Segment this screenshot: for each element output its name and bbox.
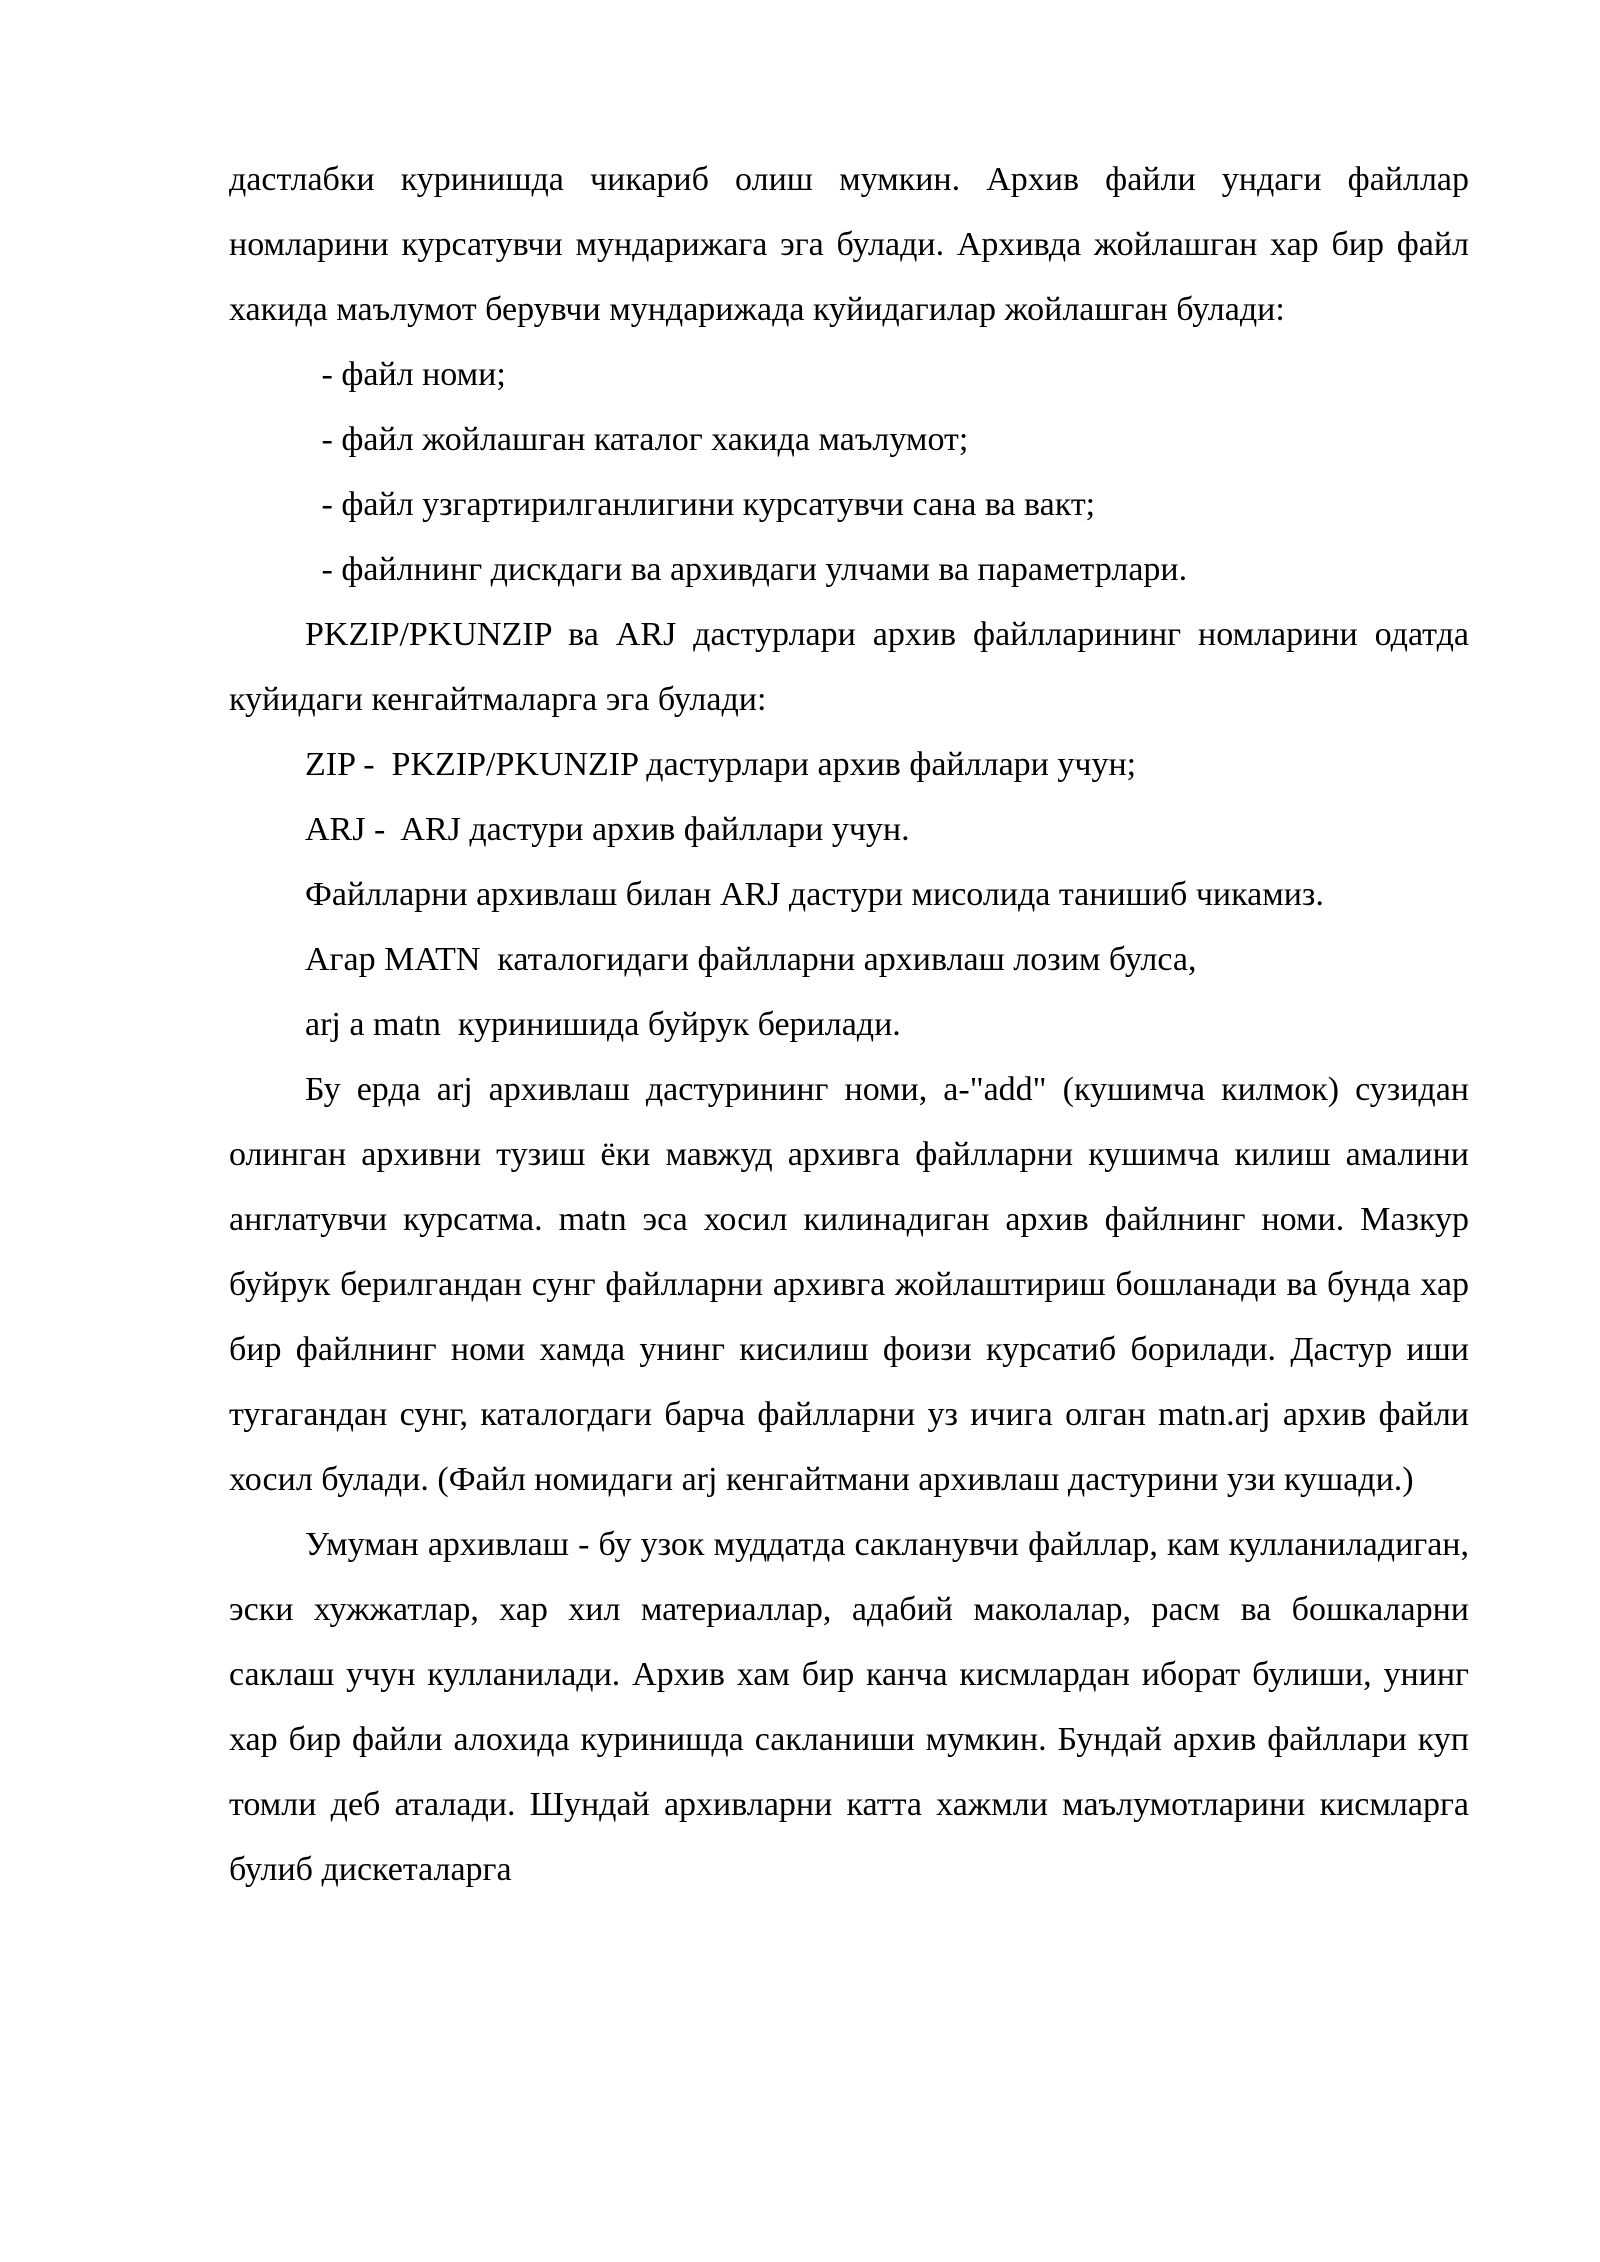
- paragraph-command-explanation: Бу ерда arj архивлаш дастурининг номи, a-"add" (кушимча килмок) сузидан олинган архивни тузиш ёки мавжуд архивга файлларни кушимча килиш амалини англатувчи курсатма. matn эса хосил килинадиган архив файлнинг номи. Мазкур буйрук берилгандан сунг файлларни архивга жойлаштириш бошланади ва бунда хар бир файлнинг номи хамда унинг кисилиш фоизи курсатиб борилади. Дастур иши тугагандан сунг, каталогдаги барча файлларни уз ичига олган matn.arj архив файли хосил булади. (Файл номидаги arj кенгайтмани архивлаш дастурини узи кушади.): [229, 1071, 1469, 1498]
- paragraph-archive-contents: дастлабки куринишда чикариб олиш мумкин. Архив файли ундаги файллар номларини курсатувчи мундарижага эга булади. Архивда жойлашган хар бир файл хакида маълумот берувчи мундарижада куйидагилар жойлашган булади:: [229, 161, 1469, 328]
- list-item-file-name: - файл номи;: [313, 356, 506, 393]
- list-item-file-date-time: - файл узгартирилганлигини курсатувчи сана ва вакт;: [313, 486, 1096, 523]
- paragraph-extensions: PKZIP/PKUNZIP ва ARJ дастурлари архив файлларининг номларини одатда куйидаги кенгайтмаларга эга булади:: [229, 616, 1469, 718]
- list-item-file-catalog: - файл жойлашган каталог хакида маълумот;: [313, 421, 969, 458]
- document-page: [229, 147, 1469, 1902]
- line-arj-command: arj a matn куринишида буйрук берилади.: [305, 1006, 901, 1043]
- paragraph-archiving-general: Умуман архивлаш - бу узок муддатда сакланувчи файллар, кам кулланиладиган, эски хужжатлар, хар хил материаллар, адабий маколалар, расм ва бошкаларни саклаш учун кулланилади. Архив хам бир канча кисмлардан иборат булиши, унинг хар бир файли алохида куринишда сакланиши мумкин. Бундай архив файллари куп томли деб аталади. Шундай архивларни катта хажмли маълумотларини кисмларга булиб дискеталарга: [229, 1526, 1469, 1888]
- line-matn-catalog: Агар MATN каталогидаги файлларни архивлаш лозим булса,: [305, 941, 1197, 978]
- line-zip-extension: ZIP - PKZIP/PKUNZIP дастурлари архив файллари учун;: [305, 746, 1137, 783]
- line-arj-example-intro: Файлларни архивлаш билан ARJ дастури мисолида танишиб чикамиз.: [305, 876, 1324, 913]
- list-item-file-size-params: - файлнинг дискдаги ва архивдаги улчами ва параметрлари.: [313, 551, 1188, 588]
- line-arj-extension: ARJ - ARJ дастури архив файллари учун.: [305, 811, 910, 848]
